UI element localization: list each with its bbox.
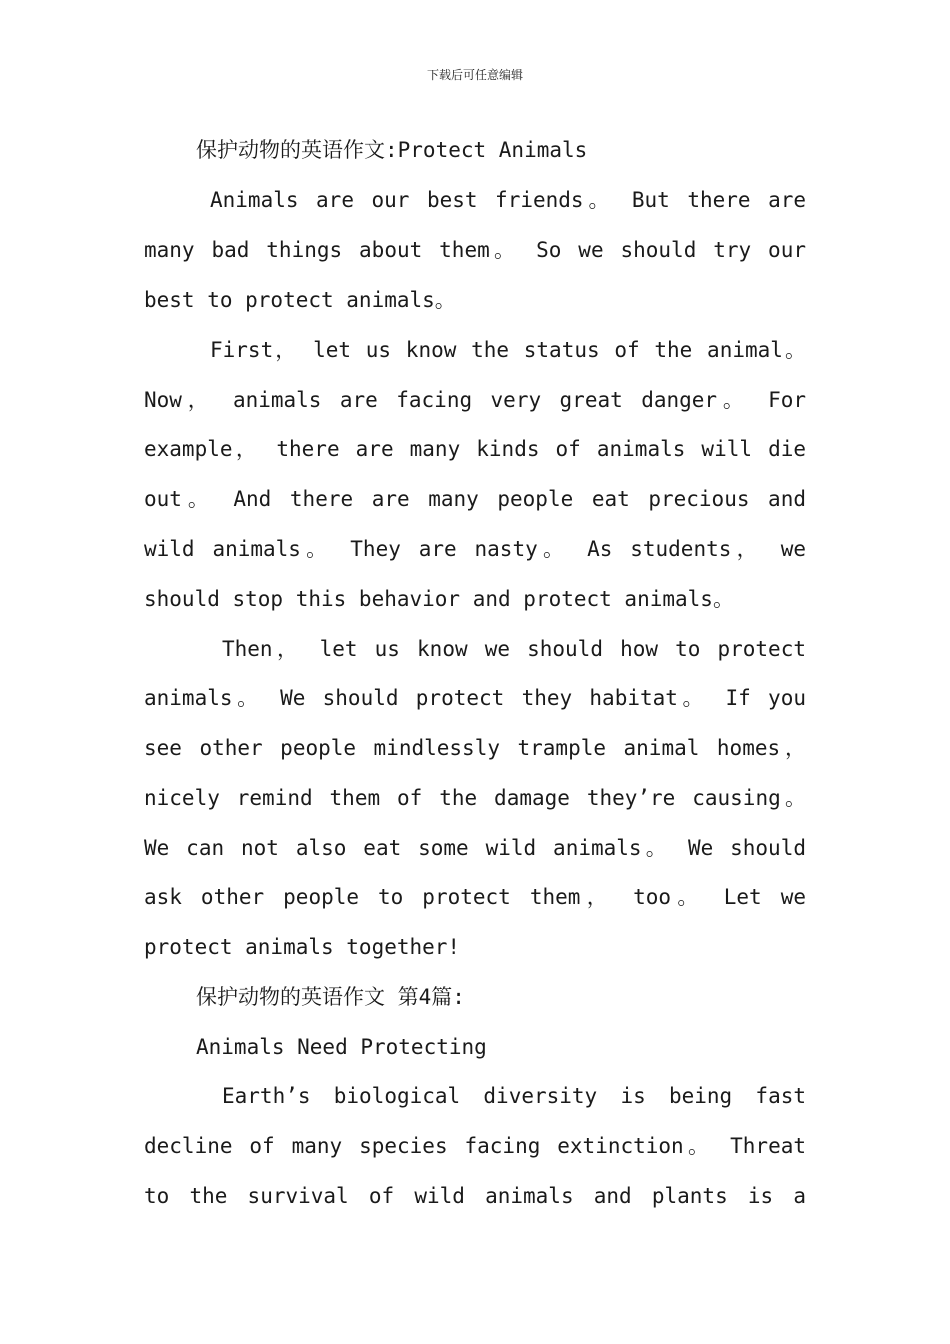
paragraph-line: see other people mindlessly trample animal homes，: [144, 736, 806, 760]
section-subtitle: Animals Need Protecting: [196, 1035, 487, 1059]
paragraph-line: animals。 We should protect they habitat。 If you: [144, 686, 806, 710]
paragraph-line: wild animals。 They are nasty。 As students， we: [144, 537, 806, 561]
paragraph-line: ask other people to protect them， too。 Let we: [144, 885, 806, 909]
paragraph-line: nicely remind them of the damage they’re causing。: [144, 786, 806, 810]
page-header: 下载后可任意编辑: [426, 68, 523, 82]
paragraph-line: example， there are many kinds of animals will die: [144, 437, 806, 461]
paragraph-line: decline of many species facing extinction。 Threat: [144, 1134, 806, 1158]
paragraph-line: Now， animals are facing very great danger。 For: [144, 388, 806, 412]
paragraph-line: protect animals together!: [144, 935, 461, 959]
paragraph-line: many bad things about them。 So we should try our: [144, 238, 806, 262]
paragraph-line: Earth’s biological diversity is being fast: [222, 1084, 806, 1108]
paragraph-line: Then， let us know we should how to protect: [222, 637, 806, 661]
paragraph-line: should stop this behavior and protect animals。: [144, 587, 734, 611]
paragraph-line: Animals are our best friends。 But there are: [210, 188, 806, 212]
paragraph-line: out。 And there are many people eat precious and: [144, 487, 806, 511]
section-heading: 保护动物的英语作文 第4篇:: [196, 985, 465, 1009]
paragraph-line: First， let us know the status of the animal。: [210, 338, 806, 362]
essay-title: 保护动物的英语作文:Protect Animals: [196, 138, 588, 162]
paragraph-line: to the survival of wild animals and plants is a: [144, 1184, 806, 1208]
paragraph-line: best to protect animals。: [144, 288, 456, 312]
paragraph-line: We can not also eat some wild animals。 We should: [144, 836, 806, 860]
